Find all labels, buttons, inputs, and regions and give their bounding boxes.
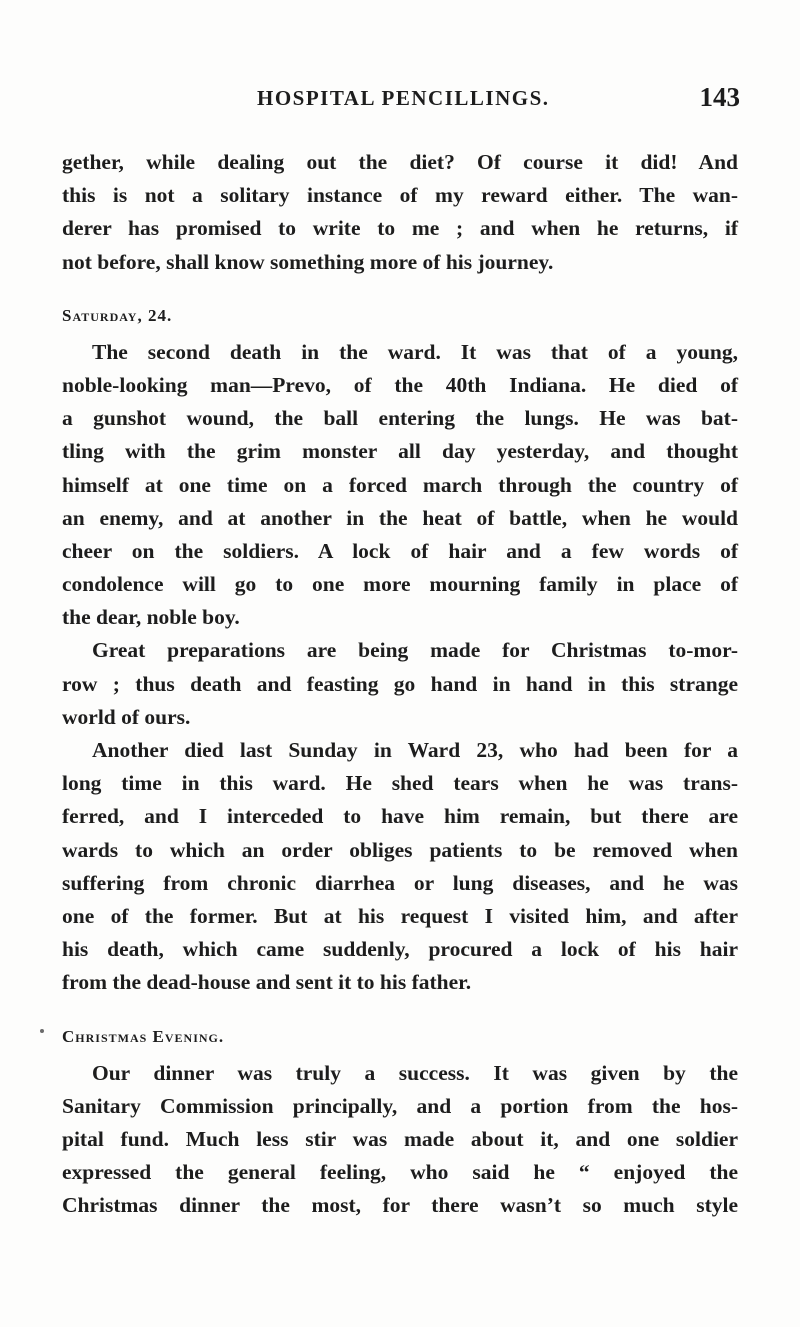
text-line: one of the former. But at his request I visited him, and after [62,903,738,928]
running-head: HOSPITAL PENCILLINGS. [257,86,550,110]
paragraph-4 [62,734,738,1000]
text-line: Another died last Sunday in Ward 23, who had been for a [92,738,738,762]
text-line: Sanitary Commission principally, and a portion from the hos- [62,1093,738,1118]
paragraph-3 [62,634,738,734]
section-heading-christmas-evening: Christmas Evening. [62,1026,225,1046]
text-line: tling with the grim monster all day yesterday, and thought [62,439,738,464]
page-number: 143 [699,82,740,112]
text-line: suffering from chronic diarrhea or lung diseases, and he was [62,870,738,895]
text-line: expressed the general feeling, who said he “ enjoyed the [62,1160,738,1185]
text-line: from the dead-house and sent it to his father. [62,970,472,995]
text-line: not before, shall know something more of his journey. [62,249,554,274]
section-heading-saturday: Saturday, 24. [62,305,173,325]
text-line: Great preparations are being made for Christmas to-mor- [92,638,738,663]
text-line: an enemy, and at another in the heat of battle, when he would [62,505,738,530]
body-text [62,146,738,1222]
paragraph-2 [62,336,738,635]
text-line: a gunshot wound, the ball entering the lungs. He was bat- [62,406,738,431]
text-line: derer has promised to write to me ; and when he returns, if [62,216,738,241]
text-line: ferred, and I interceded to have him remain, but there are [62,804,738,829]
paragraph-5 [62,1057,738,1223]
text-line: wards to which an order obliges patients to be removed when [62,837,738,862]
text-line: long time in this ward. He shed tears when he was trans- [62,771,738,796]
text-line: cheer on the soldiers. A lock of hair and a few words of [62,538,738,563]
text-line: the dear, noble boy. [62,605,240,630]
text-line: himself at one time on a forced march through the country of [62,472,738,497]
text-line: his death, which came suddenly, procured a lock of his hair [62,937,738,962]
text-line: Christmas dinner the most, for there wasn’t so much style [62,1193,738,1218]
text-line: noble-looking man—Prevo, of the 40th Indiana. He died of [62,372,738,397]
text-line: gether, while dealing out the diet? Of course it did! And [62,150,738,174]
text-line: condolence will go to one more mourning family in place of [62,572,738,597]
text-line: pital fund. Much less stir was made about it, and one soldier [62,1126,738,1151]
text-line: row ; thus death and feasting go hand in hand in this strange [62,671,738,696]
page-header [60,82,740,120]
text-line: world of ours. [62,704,191,729]
text-line: The second death in the ward. It was that of a young, [92,339,738,364]
text-line: Our dinner was truly a success. It was given by the [92,1060,738,1085]
ink-speck [40,1029,44,1033]
paragraph-1 [62,146,738,279]
text-line: this is not a solitary instance of my reward either. The wan- [62,183,738,208]
